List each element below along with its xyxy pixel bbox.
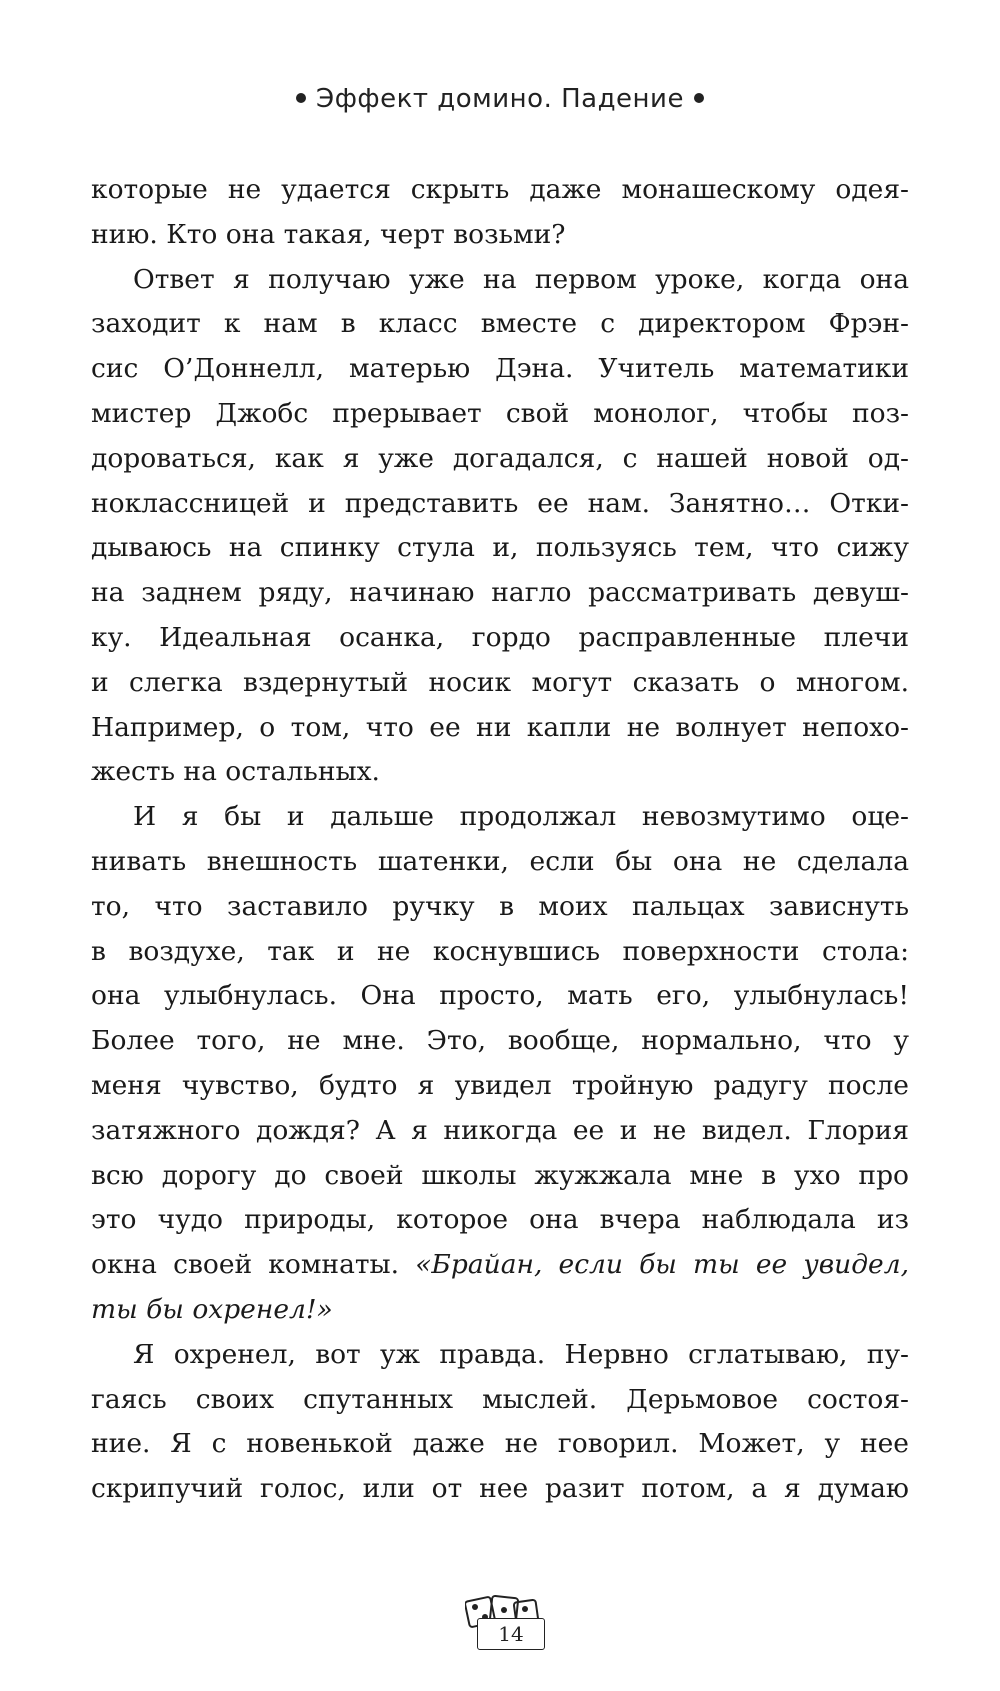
text-line: [91, 1288, 909, 1333]
text-line-content: дороваться, как я уже догадался, с нашей новой од-: [91, 442, 909, 474]
text-line-content: ку. Идеальная осанка, гордо расправленные плечи: [91, 621, 909, 653]
text-line: [91, 1198, 909, 1243]
running-header: [0, 84, 1000, 114]
text-line: [91, 1467, 909, 1512]
text-line-content: ние. Я с новенькой даже не говорил. Может, у нее: [91, 1428, 909, 1460]
text-line-content: на заднем ряду, начинаю нагло рассматривать девуш-: [91, 577, 909, 609]
text-line: [91, 213, 909, 258]
text-line-content: нивать внешность шатенки, если бы она не сделала: [91, 845, 909, 877]
text-line: [91, 1378, 909, 1423]
text-line-content: Я охренел, вот уж правда. Нервно сглатываю, пу-: [133, 1338, 909, 1370]
text-line: [91, 974, 909, 1019]
text-line-content: мистер Джобс прерывает свой монолог, чтобы поз-: [91, 397, 909, 429]
text-line: [91, 616, 909, 661]
text-line: [91, 840, 909, 885]
page-number: 14: [477, 1618, 545, 1650]
text-line-content: заходит к нам в класс вместе с директором Фрэн-: [91, 308, 909, 340]
text-line: [91, 750, 909, 795]
text-line: [91, 392, 909, 437]
text-line: [91, 347, 909, 392]
text-line: [91, 302, 909, 347]
book-title: Эффект домино. Падение: [316, 84, 684, 114]
text-line-content: затяжного дождя? А я никогда ее и не видел. Глория: [91, 1114, 909, 1146]
text-line-content: и слегка вздернутый носик могут сказать о многом.: [91, 666, 909, 698]
text-line: [91, 168, 909, 213]
text-line: [91, 795, 909, 840]
text-line: [91, 1019, 909, 1064]
italic-quote: «Брайан, если бы ты ее увидел,: [415, 1249, 909, 1281]
text-line-content: дываюсь на спинку стула и, пользуясь тем, что сижу: [91, 532, 909, 564]
italic-quote: ты бы охренел!»: [91, 1293, 333, 1325]
text-line-content: всю дорогу до своей школы жужжала мне в ухо про: [91, 1159, 909, 1191]
text-line: [91, 526, 909, 571]
text-line-content: нию. Кто она такая, черт возьми?: [91, 218, 566, 250]
page-body-text: [91, 168, 909, 1512]
text-line-content: меня чувство, будто я увидел тройную радугу после: [91, 1069, 909, 1101]
text-line-content: в воздухе, так и не коснувшись поверхности стола:: [91, 935, 909, 967]
text-line-content: это чудо природы, которое она вчера наблюдала из: [91, 1204, 909, 1236]
text-line-content: скрипучий голос, или от нее разит потом, а я думаю: [91, 1473, 909, 1505]
text-line: [91, 258, 909, 303]
text-line: [91, 1154, 909, 1199]
text-line-content: жесть на остальных.: [91, 756, 380, 788]
text-line: [91, 1422, 909, 1467]
bullet-left-icon: [296, 93, 306, 103]
text-line-content: которые не удается скрыть даже монашескому одея-: [91, 174, 909, 205]
text-line-content: сис О’Доннелл, матерью Дэна. Учитель математики: [91, 353, 909, 385]
text-line-content: Более того, не мне. Это, вообще, нормально, что у: [91, 1025, 909, 1057]
text-line-content: Например, о том, что ее ни капли не волнует непохо-: [91, 711, 909, 743]
text-line-content: ноклассницей и представить ее нам. Занятно… Отки-: [91, 487, 909, 519]
text-line: [91, 1243, 909, 1288]
text-line: [91, 1333, 909, 1378]
text-line: [91, 930, 909, 975]
text-line: [91, 571, 909, 616]
text-line: [91, 1064, 909, 1109]
text-line: [91, 437, 909, 482]
text-line-content: она улыбнулась. Она просто, мать его, улыбнулась!: [91, 980, 909, 1012]
text-line-content: Ответ я получаю уже на первом уроке, когда она: [133, 263, 909, 295]
bullet-right-icon: [694, 93, 704, 103]
text-line-content: то, что заставило ручку в моих пальцах зависнуть: [91, 890, 909, 922]
text-line: [91, 1109, 909, 1154]
text-line: [91, 661, 909, 706]
text-line: [91, 482, 909, 527]
text-line-content: окна своей комнаты.: [91, 1249, 416, 1281]
text-line: [91, 885, 909, 930]
text-line-content: гаясь своих спутанных мыслей. Дерьмовое состоя-: [91, 1383, 909, 1415]
text-line: [91, 706, 909, 751]
text-line-content: И я бы и дальше продолжал невозмутимо оце-: [133, 801, 909, 833]
